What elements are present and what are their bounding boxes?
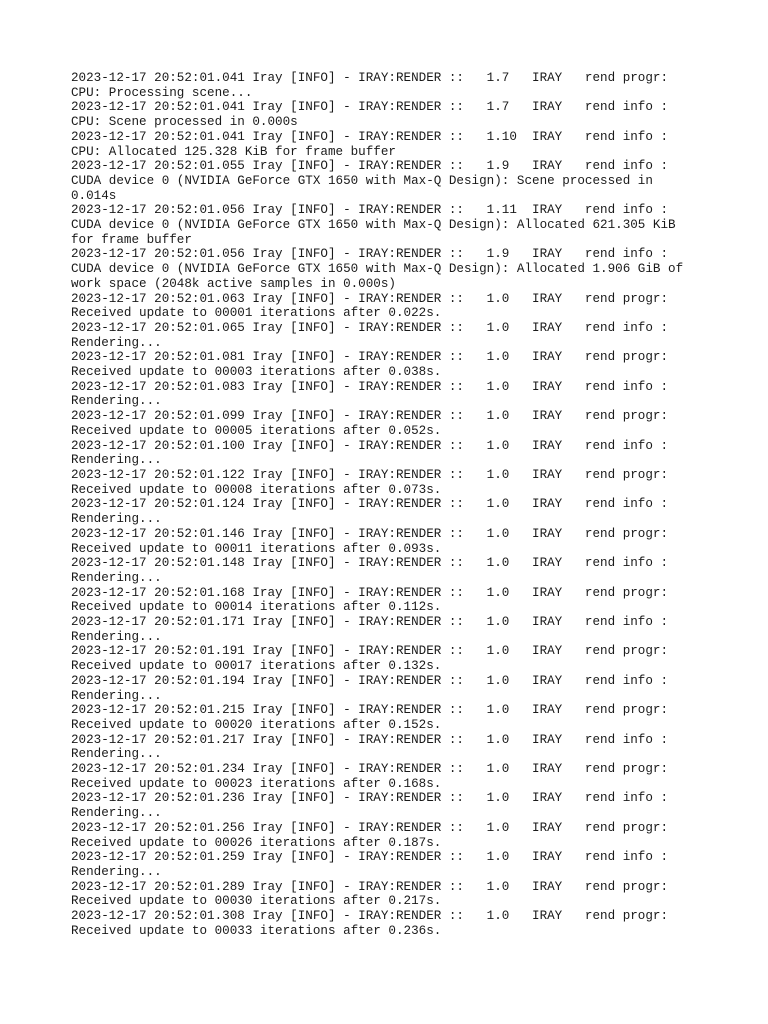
log-line: 2023-12-17 20:52:01.236 Iray [INFO] - IRAY:RENDER :: 1.0 IRAY rend info : xyxy=(71,791,669,806)
log-line: 2023-12-17 20:52:01.148 Iray [INFO] - IRAY:RENDER :: 1.0 IRAY rend info : xyxy=(71,556,669,571)
log-line: Received update to 00030 iterations after 0.217s. xyxy=(71,894,442,909)
log-line: Rendering... xyxy=(71,806,162,821)
log-line: Received update to 00017 iterations after 0.132s. xyxy=(71,659,442,674)
log-line: 2023-12-17 20:52:01.171 Iray [INFO] - IRAY:RENDER :: 1.0 IRAY rend info : xyxy=(71,615,669,630)
log-line: CPU: Processing scene... xyxy=(71,85,253,100)
log-line: 2023-12-17 20:52:01.289 Iray [INFO] - IRAY:RENDER :: 1.0 IRAY rend progr: xyxy=(71,879,669,894)
log-line: 0.014s xyxy=(71,188,117,203)
log-line: CPU: Scene processed in 0.000s xyxy=(71,115,298,130)
log-line: Rendering... xyxy=(71,512,162,527)
log-line: Received update to 00011 iterations after 0.093s. xyxy=(71,541,442,556)
log-line: work space (2048k active samples in 0.000s) xyxy=(71,276,396,291)
log-line: Rendering... xyxy=(71,864,162,879)
log-line: CPU: Allocated 125.328 KiB for frame buffer xyxy=(71,144,396,159)
log-line: Rendering... xyxy=(71,394,162,409)
log-line: 2023-12-17 20:52:01.124 Iray [INFO] - IRAY:RENDER :: 1.0 IRAY rend info : xyxy=(71,497,669,512)
log-line: 2023-12-17 20:52:01.146 Iray [INFO] - IRAY:RENDER :: 1.0 IRAY rend progr: xyxy=(71,526,669,541)
log-line: 2023-12-17 20:52:01.259 Iray [INFO] - IRAY:RENDER :: 1.0 IRAY rend info : xyxy=(71,850,669,865)
log-line: 2023-12-17 20:52:01.099 Iray [INFO] - IRAY:RENDER :: 1.0 IRAY rend progr: xyxy=(71,409,669,424)
log-line: 2023-12-17 20:52:01.055 Iray [INFO] - IRAY:RENDER :: 1.9 IRAY rend info : xyxy=(71,159,669,174)
log-line: Received update to 00020 iterations after 0.152s. xyxy=(71,717,442,732)
log-line: 2023-12-17 20:52:01.217 Iray [INFO] - IRAY:RENDER :: 1.0 IRAY rend info : xyxy=(71,732,669,747)
log-line: Rendering... xyxy=(71,629,162,644)
log-line: 2023-12-17 20:52:01.308 Iray [INFO] - IRAY:RENDER :: 1.0 IRAY rend progr: xyxy=(71,909,669,924)
log-line: Received update to 00023 iterations after 0.168s. xyxy=(71,776,442,791)
log-line: Received update to 00005 iterations after 0.052s. xyxy=(71,423,442,438)
log-line: 2023-12-17 20:52:01.056 Iray [INFO] - IRAY:RENDER :: 1.11 IRAY rend info : xyxy=(71,203,669,218)
log-line: Received update to 00003 iterations after 0.038s. xyxy=(71,365,442,380)
log-line: Received update to 00008 iterations after 0.073s. xyxy=(71,482,442,497)
log-line: Received update to 00026 iterations after 0.187s. xyxy=(71,835,442,850)
log-line: 2023-12-17 20:52:01.122 Iray [INFO] - IRAY:RENDER :: 1.0 IRAY rend progr: xyxy=(71,467,669,482)
log-line: 2023-12-17 20:52:01.234 Iray [INFO] - IRAY:RENDER :: 1.0 IRAY rend progr: xyxy=(71,762,669,777)
log-line: for frame buffer xyxy=(71,232,192,247)
log-line: 2023-12-17 20:52:01.041 Iray [INFO] - IRAY:RENDER :: 1.7 IRAY rend progr: xyxy=(71,71,669,85)
log-line: CUDA device 0 (NVIDIA GeForce GTX 1650 with Max-Q Design): Scene processed in xyxy=(71,173,653,188)
log-line: 2023-12-17 20:52:01.081 Iray [INFO] - IRAY:RENDER :: 1.0 IRAY rend progr: xyxy=(71,350,669,365)
log-line: Rendering... xyxy=(71,335,162,350)
log-line: 2023-12-17 20:52:01.083 Iray [INFO] - IRAY:RENDER :: 1.0 IRAY rend info : xyxy=(71,379,669,394)
log-line: 2023-12-17 20:52:01.041 Iray [INFO] - IRAY:RENDER :: 1.10 IRAY rend info : xyxy=(71,129,669,144)
log-line: 2023-12-17 20:52:01.191 Iray [INFO] - IRAY:RENDER :: 1.0 IRAY rend progr: xyxy=(71,644,669,659)
log-line: Received update to 00033 iterations after 0.236s. xyxy=(71,923,442,938)
log-line: CUDA device 0 (NVIDIA GeForce GTX 1650 with Max-Q Design): Allocated 1.906 GiB of xyxy=(71,262,684,277)
log-line: Rendering... xyxy=(71,747,162,762)
log-line: 2023-12-17 20:52:01.194 Iray [INFO] - IRAY:RENDER :: 1.0 IRAY rend info : xyxy=(71,673,669,688)
log-line: Rendering... xyxy=(71,570,162,585)
log-line: 2023-12-17 20:52:01.065 Iray [INFO] - IRAY:RENDER :: 1.0 IRAY rend info : xyxy=(71,320,669,335)
log-line: Rendering... xyxy=(71,453,162,468)
log-line: CUDA device 0 (NVIDIA GeForce GTX 1650 with Max-Q Design): Allocated 621.305 KiB xyxy=(71,218,676,233)
log-line: 2023-12-17 20:52:01.041 Iray [INFO] - IRAY:RENDER :: 1.7 IRAY rend info : xyxy=(71,100,669,115)
log-line: Received update to 00014 iterations after 0.112s. xyxy=(71,600,442,615)
log-output xyxy=(71,71,711,938)
log-line: 2023-12-17 20:52:01.063 Iray [INFO] - IRAY:RENDER :: 1.0 IRAY rend progr: xyxy=(71,291,669,306)
log-line: Rendering... xyxy=(71,688,162,703)
log-line: 2023-12-17 20:52:01.100 Iray [INFO] - IRAY:RENDER :: 1.0 IRAY rend info : xyxy=(71,438,669,453)
log-line: 2023-12-17 20:52:01.256 Iray [INFO] - IRAY:RENDER :: 1.0 IRAY rend progr: xyxy=(71,820,669,835)
log-line: 2023-12-17 20:52:01.056 Iray [INFO] - IRAY:RENDER :: 1.9 IRAY rend info : xyxy=(71,247,669,262)
log-line: Received update to 00001 iterations after 0.022s. xyxy=(71,306,442,321)
log-line: 2023-12-17 20:52:01.215 Iray [INFO] - IRAY:RENDER :: 1.0 IRAY rend progr: xyxy=(71,703,669,718)
log-line: 2023-12-17 20:52:01.168 Iray [INFO] - IRAY:RENDER :: 1.0 IRAY rend progr: xyxy=(71,585,669,600)
